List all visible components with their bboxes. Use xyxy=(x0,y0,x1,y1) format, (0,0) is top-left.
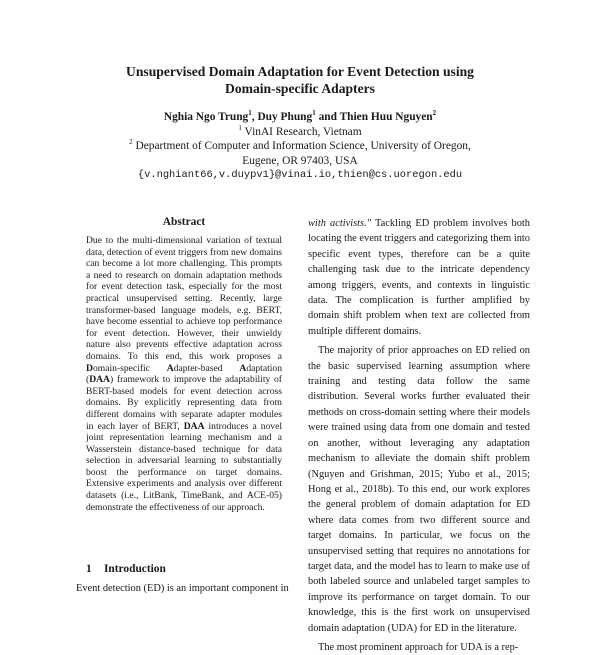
abs-bold-a2: A xyxy=(239,362,247,374)
section-number: 1 xyxy=(86,563,92,575)
author-2-sup: 1 xyxy=(312,109,316,118)
abs-part-b: omain-specific xyxy=(92,362,167,374)
abs-part-f: introduces a novel joint representation learning mechanism and a Wasserstein distance-based technique for data selection in adversarial learning to substantially boost the performance on target domains. Extensive experiments and analysis over different datasets (i.e., LitBank, TimeBank, and ACE-05) demonstrate the effectiveness of our approach. xyxy=(86,420,283,513)
aff2-text: Department of Computer and Information Science, University of Oregon, xyxy=(132,140,471,152)
section-title: Introduction xyxy=(104,563,166,575)
abs-part-e: ) framework to improve the adaptability of BERT-based models for event detection across domains. By explicitly representing data from different domains with separate adapter modules in each layer of BERT, xyxy=(86,374,282,432)
affiliation-2 xyxy=(0,139,600,154)
abs-bold-a1: A xyxy=(166,362,174,374)
abs-part-c: dapter-based xyxy=(173,362,240,374)
section-1-heading xyxy=(86,563,166,575)
affiliation-1 xyxy=(0,125,600,140)
author-1-sup: 1 xyxy=(248,109,252,118)
left-column xyxy=(86,216,282,513)
right-column xyxy=(308,216,530,655)
aff2-sup: 2 xyxy=(129,138,133,147)
right-paragraph-1 xyxy=(308,216,530,339)
aff1-sup: 1 xyxy=(238,123,242,132)
abs-bold-d: D xyxy=(86,362,93,374)
right-paragraph-2: The majority of prior approaches on ED relied on the basic supervised learning assumption where training and testing data follow the same distribution. Several works further evaluated their methods on cross-domain setting where their models were trained using data from one domain and tested on another, without leveraging any adaptation mechanism to alleviate the domain shift problem (Nguyen and Grishman, 2015; Yubo et al., 2015; Hong et al., 2018b). To this end, our work explores the general problem of domain adaptation for ED where data comes from two different source and target domains. In particular, we focus on the unsupervised setting that requires no annotations for target data, and the model has to learn to make use of both labeled source and unlabeled target samples to improve its performance on target domain. To our knowledge, this is the first work on unsupervised domain adaptation (UDA) for ED in the literature. xyxy=(308,345,530,634)
quote-italic: with activists." xyxy=(308,218,372,229)
author-1: Nghia Ngo Trung xyxy=(163,111,249,123)
paper-title xyxy=(0,63,600,97)
author-2: , Duy Phung xyxy=(251,111,313,123)
author-emails[interactable]: {v.nghiant66,v.duypv1}@vinai.io,thien@cs.uoregon.edu xyxy=(137,169,463,181)
intro-first-line: Event detection (ED) is an important component in xyxy=(76,583,289,594)
author-names xyxy=(0,110,600,125)
title-line-1: Unsupervised Domain Adaptation for Event Detection using xyxy=(126,64,474,79)
aff1-text: VinAI Research, Vietnam xyxy=(241,125,362,138)
abs-bold-daa2: DAA xyxy=(183,420,205,432)
affiliation-2-line-2: Eugene, OR 97403, USA xyxy=(242,154,358,167)
abs-part-a: Due to the multi-dimensional variation of textual data, detection of event triggers from new domains can become a lot more challenging. This prompts a need to research on domain adaptation methods for event detection task, especially for the most practical unsupervised setting. Recently, large transformer-based language models, e.g. BERT, have become essential to achieve top performance for event detection. However, their unwieldy nature also prevents effective adaptation across domains. To this end, this work proposes a xyxy=(86,235,282,362)
abs-part-d: daptation ( xyxy=(86,362,283,386)
right-p1-text: Tackling ED problem involves both locating the event triggers and categorizing them into specific event types, therefore can be a quite challenging task due to the intricate dependency among triggers, events, and contexts in linguistic data. The complication is further amplified by domain shift problem when text are collected from multiple different domains. xyxy=(308,218,531,337)
abs-bold-daa1: DAA xyxy=(89,374,110,386)
author-block xyxy=(0,110,600,183)
abstract-text xyxy=(86,235,282,513)
right-paragraph-3: The most prominent approach for UDA is a rep- xyxy=(318,641,519,653)
title-line-2: Domain-specific Adapters xyxy=(225,81,375,96)
author-3: and Thien Huu Nguyen xyxy=(315,111,433,123)
author-3-sup: 2 xyxy=(432,109,437,118)
abstract-heading: Abstract xyxy=(162,216,206,228)
